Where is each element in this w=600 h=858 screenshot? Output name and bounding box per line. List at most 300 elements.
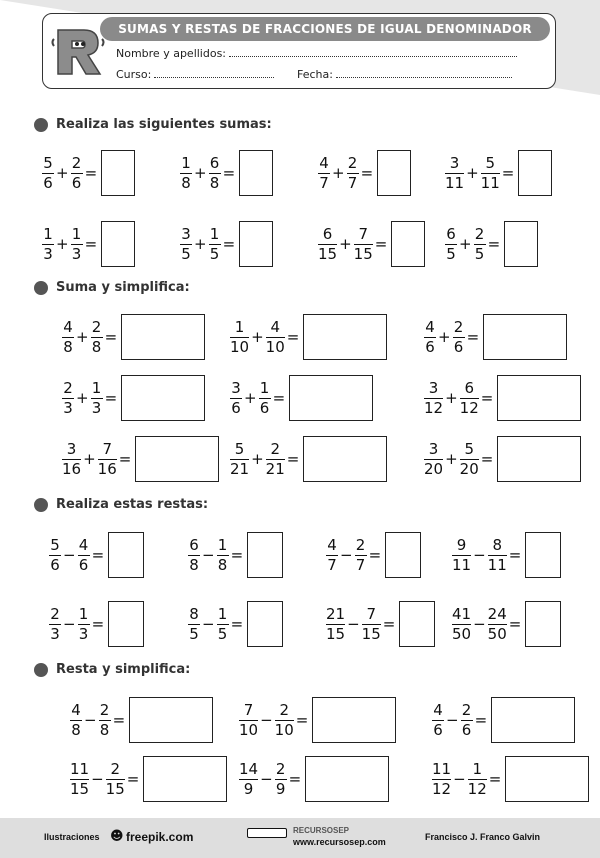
exercise xyxy=(424,375,581,421)
bullet-icon xyxy=(34,498,48,512)
numerator: 6 xyxy=(189,535,199,554)
numerator: 2 xyxy=(63,378,73,397)
answer-box[interactable] xyxy=(505,756,589,802)
bullet-icon xyxy=(34,118,48,132)
exercise xyxy=(452,532,561,578)
plus-sign: + xyxy=(445,450,458,468)
first-fraction xyxy=(452,606,471,643)
answer-box[interactable] xyxy=(239,221,273,267)
denominator: 11 xyxy=(452,555,472,574)
denominator: 12 xyxy=(459,398,479,417)
answer-box[interactable] xyxy=(312,697,396,743)
equals-sign: = xyxy=(84,235,98,253)
exercise xyxy=(424,436,581,482)
minus-sign: − xyxy=(202,615,215,633)
first-fraction xyxy=(188,537,200,574)
numerator: 5 xyxy=(43,153,53,172)
worksheet-title: SUMAS Y RESTAS DE FRACCIONES DE IGUAL DENOMINADOR xyxy=(100,17,550,41)
plus-sign: + xyxy=(194,164,207,182)
answer-box[interactable] xyxy=(101,221,135,267)
numerator: 4 xyxy=(71,700,81,719)
second-fraction xyxy=(91,319,103,356)
brand-name: RECURSOSEP xyxy=(293,826,350,835)
first-fraction xyxy=(424,380,443,417)
denominator: 21 xyxy=(230,459,250,478)
answer-box[interactable] xyxy=(525,601,561,647)
numerator: 2 xyxy=(355,535,366,554)
second-fraction xyxy=(488,606,507,643)
answer-box[interactable] xyxy=(303,436,387,482)
equals-sign: = xyxy=(104,328,118,346)
denominator: 15 xyxy=(326,624,346,643)
equals-sign: = xyxy=(466,328,480,346)
minus-sign: − xyxy=(63,546,76,564)
denominator: 50 xyxy=(452,624,472,643)
numerator: 5 xyxy=(50,535,60,554)
plus-sign: + xyxy=(251,450,264,468)
denominator: 5 xyxy=(217,624,228,643)
numerator: 2 xyxy=(275,759,286,778)
denominator: 15 xyxy=(318,244,338,263)
first-fraction xyxy=(326,606,345,643)
numerator: 2 xyxy=(347,153,358,172)
exercise xyxy=(188,532,283,578)
answer-box[interactable] xyxy=(497,375,581,421)
second-fraction xyxy=(453,319,465,356)
denominator: 10 xyxy=(265,337,285,356)
minus-sign: − xyxy=(473,546,486,564)
numerator: 2 xyxy=(91,317,102,336)
denominator: 10 xyxy=(230,337,250,356)
equals-sign: = xyxy=(286,328,300,346)
answer-box[interactable] xyxy=(129,697,213,743)
equals-sign: = xyxy=(508,546,522,564)
numerator: 1 xyxy=(78,604,89,623)
numerator: 2 xyxy=(453,317,464,336)
answer-box[interactable] xyxy=(305,756,389,802)
exercise xyxy=(70,697,213,743)
minus-sign: − xyxy=(202,546,215,564)
denominator: 15 xyxy=(361,624,381,643)
denominator: 8 xyxy=(217,555,228,574)
numerator: 3 xyxy=(181,224,191,243)
second-fraction xyxy=(106,761,125,798)
denominator: 20 xyxy=(424,459,444,478)
second-fraction xyxy=(474,226,486,263)
second-fraction xyxy=(99,702,111,739)
minus-sign: − xyxy=(473,615,486,633)
equals-sign: = xyxy=(487,235,501,253)
numerator: 9 xyxy=(456,535,467,554)
denominator: 8 xyxy=(209,173,220,192)
first-fraction xyxy=(70,761,89,798)
numerator: 4 xyxy=(319,153,329,172)
second-fraction xyxy=(355,537,367,574)
second-fraction xyxy=(460,380,479,417)
first-fraction xyxy=(424,441,443,478)
numerator: 3 xyxy=(66,439,77,458)
answer-box[interactable] xyxy=(391,221,425,267)
denominator: 12 xyxy=(432,779,452,798)
date-field[interactable]: Fecha: xyxy=(297,68,512,81)
second-fraction xyxy=(98,441,117,478)
first-fraction xyxy=(188,606,200,643)
exercise xyxy=(42,150,135,196)
plus-sign: + xyxy=(438,328,451,346)
numerator: 5 xyxy=(464,439,474,458)
numerator: 21 xyxy=(326,604,346,623)
denominator: 3 xyxy=(71,244,82,263)
equals-sign: = xyxy=(84,164,98,182)
denominator: 16 xyxy=(62,459,82,478)
minus-sign: − xyxy=(453,770,466,788)
exercise xyxy=(62,375,205,421)
denominator: 8 xyxy=(71,720,81,739)
first-fraction xyxy=(445,155,464,192)
answer-box[interactable] xyxy=(385,532,421,578)
numerator: 1 xyxy=(472,759,482,778)
denominator: 5 xyxy=(446,244,456,263)
logo-r-mascot-icon xyxy=(50,24,106,80)
denominator: 8 xyxy=(91,337,102,356)
first-fraction xyxy=(62,319,74,356)
section-heading xyxy=(34,117,272,132)
second-fraction xyxy=(259,380,271,417)
first-fraction xyxy=(230,441,249,478)
denominator: 8 xyxy=(189,555,199,574)
first-fraction xyxy=(49,537,61,574)
second-fraction xyxy=(468,761,487,798)
answer-box[interactable] xyxy=(247,601,283,647)
answer-box[interactable] xyxy=(399,601,435,647)
numerator: 2 xyxy=(461,700,472,719)
first-fraction xyxy=(326,537,338,574)
first-fraction xyxy=(230,380,242,417)
numerator: 6 xyxy=(322,224,333,243)
numerator: 5 xyxy=(485,153,495,172)
denominator: 20 xyxy=(459,459,479,478)
answer-box[interactable] xyxy=(483,314,567,360)
denominator: 10 xyxy=(239,720,259,739)
first-fraction xyxy=(318,226,337,263)
denominator: 5 xyxy=(474,244,485,263)
exercise xyxy=(42,221,135,267)
exercise xyxy=(62,436,219,482)
numerator: 1 xyxy=(181,153,191,172)
denominator: 6 xyxy=(231,398,241,417)
section-label: Suma y simplifica: xyxy=(56,280,190,295)
second-fraction xyxy=(362,606,381,643)
equals-sign: = xyxy=(126,770,140,788)
numerator: 7 xyxy=(358,224,368,243)
denominator: 6 xyxy=(50,555,60,574)
numerator: 2 xyxy=(474,224,485,243)
numerator: 1 xyxy=(209,224,220,243)
answer-box[interactable] xyxy=(108,532,144,578)
numerator: 1 xyxy=(91,378,102,397)
equals-sign: = xyxy=(480,389,494,407)
freepik-logo-icon: ☻ xyxy=(110,829,124,844)
denominator: 6 xyxy=(433,720,443,739)
equals-sign: = xyxy=(382,615,396,633)
second-fraction xyxy=(217,537,229,574)
numerator: 8 xyxy=(189,604,199,623)
plus-sign: + xyxy=(339,235,352,253)
denominator: 8 xyxy=(63,337,73,356)
second-fraction xyxy=(460,441,479,478)
answer-box[interactable] xyxy=(143,756,227,802)
second-fraction xyxy=(481,155,500,192)
denominator: 11 xyxy=(445,173,465,192)
name-field[interactable]: Nombre y apellidos: xyxy=(116,47,517,60)
equals-sign: = xyxy=(508,615,522,633)
numerator: 7 xyxy=(102,439,112,458)
numerator: 1 xyxy=(71,224,82,243)
numerator: 1 xyxy=(217,604,228,623)
plus-sign: + xyxy=(466,164,479,182)
minus-sign: − xyxy=(340,546,353,564)
exercise xyxy=(62,314,205,360)
answer-box[interactable] xyxy=(101,150,135,196)
numerator: 6 xyxy=(464,378,474,397)
first-fraction xyxy=(318,155,330,192)
denominator: 3 xyxy=(78,624,89,643)
second-fraction xyxy=(488,537,507,574)
numerator: 8 xyxy=(492,535,502,554)
answer-box[interactable] xyxy=(247,532,283,578)
minus-sign: − xyxy=(446,711,459,729)
second-fraction xyxy=(209,155,221,192)
section-label: Resta y simplifica: xyxy=(56,662,191,677)
first-fraction xyxy=(49,606,61,643)
numerator: 1 xyxy=(259,378,270,397)
equals-sign: = xyxy=(112,711,126,729)
denominator: 11 xyxy=(487,555,507,574)
exercise xyxy=(445,221,538,267)
exercise xyxy=(326,601,435,647)
plus-sign: + xyxy=(251,328,264,346)
first-fraction xyxy=(180,226,192,263)
plus-sign: + xyxy=(76,389,89,407)
plus-sign: + xyxy=(56,164,69,182)
exercise xyxy=(424,314,567,360)
exercise xyxy=(445,150,552,196)
numerator: 2 xyxy=(99,700,110,719)
first-fraction xyxy=(239,702,258,739)
first-fraction xyxy=(445,226,457,263)
denominator: 5 xyxy=(181,244,191,263)
second-fraction xyxy=(71,155,83,192)
answer-box[interactable] xyxy=(108,601,144,647)
denominator: 6 xyxy=(259,398,270,417)
equals-sign: = xyxy=(118,450,132,468)
first-fraction xyxy=(62,380,74,417)
plus-sign: + xyxy=(459,235,472,253)
denominator: 3 xyxy=(63,398,73,417)
plus-sign: + xyxy=(76,328,89,346)
minus-sign: − xyxy=(63,615,76,633)
answer-box[interactable] xyxy=(239,150,273,196)
exercise xyxy=(49,532,144,578)
answer-box[interactable] xyxy=(121,375,205,421)
equals-sign: = xyxy=(295,711,309,729)
exercise xyxy=(318,221,425,267)
numerator: 3 xyxy=(231,378,241,397)
first-fraction xyxy=(239,761,258,798)
denominator: 8 xyxy=(99,720,110,739)
answer-box[interactable] xyxy=(377,150,411,196)
freepik-link[interactable]: freepik.com xyxy=(126,830,194,844)
second-fraction xyxy=(354,226,373,263)
denominator: 7 xyxy=(327,555,337,574)
denominator: 5 xyxy=(209,244,220,263)
numerator: 24 xyxy=(487,604,507,623)
exercise xyxy=(230,314,387,360)
denominator: 10 xyxy=(274,720,294,739)
equals-sign: = xyxy=(368,546,382,564)
numerator: 2 xyxy=(279,700,289,719)
exercise xyxy=(432,756,589,802)
second-fraction xyxy=(209,226,221,263)
denominator: 6 xyxy=(71,173,82,192)
equals-sign: = xyxy=(360,164,374,182)
denominator: 6 xyxy=(453,337,464,356)
first-fraction xyxy=(180,155,192,192)
equals-sign: = xyxy=(222,164,236,182)
first-fraction xyxy=(70,702,82,739)
second-fraction xyxy=(275,761,287,798)
illustrations-credit: Ilustraciones xyxy=(44,832,100,842)
denominator: 21 xyxy=(265,459,285,478)
numerator: 2 xyxy=(50,604,60,623)
second-fraction xyxy=(275,702,294,739)
answer-box[interactable] xyxy=(289,375,373,421)
first-fraction xyxy=(42,155,54,192)
section-heading xyxy=(34,280,190,295)
exercise xyxy=(230,436,387,482)
exercise xyxy=(318,150,411,196)
equals-sign: = xyxy=(222,235,236,253)
plus-sign: + xyxy=(332,164,345,182)
denominator: 5 xyxy=(189,624,199,643)
minus-sign: − xyxy=(260,711,273,729)
denominator: 6 xyxy=(461,720,472,739)
exercise xyxy=(180,221,273,267)
equals-sign: = xyxy=(374,235,388,253)
cc-license-icon xyxy=(247,828,287,838)
exercise xyxy=(239,756,389,802)
answer-box[interactable] xyxy=(518,150,552,196)
exercise xyxy=(452,601,561,647)
answer-box[interactable] xyxy=(497,436,581,482)
denominator: 6 xyxy=(43,173,53,192)
equals-sign: = xyxy=(488,770,502,788)
numerator: 2 xyxy=(270,439,280,458)
equals-sign: = xyxy=(230,615,244,633)
answer-box[interactable] xyxy=(121,314,205,360)
equals-sign: = xyxy=(91,615,105,633)
numerator: 14 xyxy=(239,759,259,778)
numerator: 3 xyxy=(428,439,439,458)
bullet-icon xyxy=(34,663,48,677)
second-fraction xyxy=(347,155,359,192)
equals-sign: = xyxy=(230,546,244,564)
section-heading xyxy=(34,662,190,677)
section-label: Realiza las siguientes sumas: xyxy=(56,117,272,132)
numerator: 2 xyxy=(110,759,120,778)
denominator: 12 xyxy=(467,779,487,798)
equals-sign: = xyxy=(104,389,118,407)
denominator: 3 xyxy=(91,398,102,417)
numerator: 6 xyxy=(446,224,456,243)
exercise xyxy=(180,150,273,196)
answer-box[interactable] xyxy=(504,221,538,267)
plus-sign: + xyxy=(83,450,96,468)
site-link[interactable]: www.recursosep.com xyxy=(293,837,386,847)
denominator: 7 xyxy=(355,555,366,574)
author-credit: Francisco J. Franco Galvin xyxy=(425,832,541,842)
answer-box[interactable] xyxy=(135,436,219,482)
denominator: 9 xyxy=(275,779,286,798)
answer-box[interactable] xyxy=(491,697,575,743)
numerator: 6 xyxy=(209,153,220,172)
numerator: 1 xyxy=(217,535,228,554)
denominator: 6 xyxy=(425,337,435,356)
exercise xyxy=(49,601,144,647)
first-fraction xyxy=(62,441,81,478)
equals-sign: = xyxy=(501,164,515,182)
denominator: 3 xyxy=(50,624,60,643)
footer xyxy=(0,818,600,858)
course-field[interactable]: Curso: xyxy=(116,68,274,81)
numerator: 4 xyxy=(433,700,443,719)
answer-box[interactable] xyxy=(525,532,561,578)
plus-sign: + xyxy=(194,235,207,253)
numerator: 4 xyxy=(270,317,280,336)
denominator: 9 xyxy=(243,779,254,798)
bullet-icon xyxy=(34,281,48,295)
denominator: 11 xyxy=(480,173,500,192)
numerator: 4 xyxy=(425,317,435,336)
plus-sign: + xyxy=(445,389,458,407)
exercise xyxy=(432,697,575,743)
first-fraction xyxy=(432,761,451,798)
answer-box[interactable] xyxy=(303,314,387,360)
exercise xyxy=(70,756,227,802)
numerator: 4 xyxy=(78,535,89,554)
first-fraction xyxy=(230,319,249,356)
numerator: 4 xyxy=(327,535,337,554)
numerator: 41 xyxy=(452,604,472,623)
plus-sign: + xyxy=(244,389,257,407)
numerator: 7 xyxy=(366,604,376,623)
numerator: 2 xyxy=(71,153,82,172)
numerator: 4 xyxy=(63,317,73,336)
denominator: 15 xyxy=(353,244,373,263)
equals-sign: = xyxy=(272,389,286,407)
exercise xyxy=(230,375,373,421)
exercise xyxy=(239,697,396,743)
numerator: 3 xyxy=(428,378,439,397)
equals-sign: = xyxy=(474,711,488,729)
equals-sign: = xyxy=(288,770,302,788)
minus-sign: − xyxy=(91,770,104,788)
denominator: 50 xyxy=(487,624,507,643)
first-fraction xyxy=(42,226,54,263)
equals-sign: = xyxy=(286,450,300,468)
plus-sign: + xyxy=(56,235,69,253)
section-label: Realiza estas restas: xyxy=(56,497,209,512)
